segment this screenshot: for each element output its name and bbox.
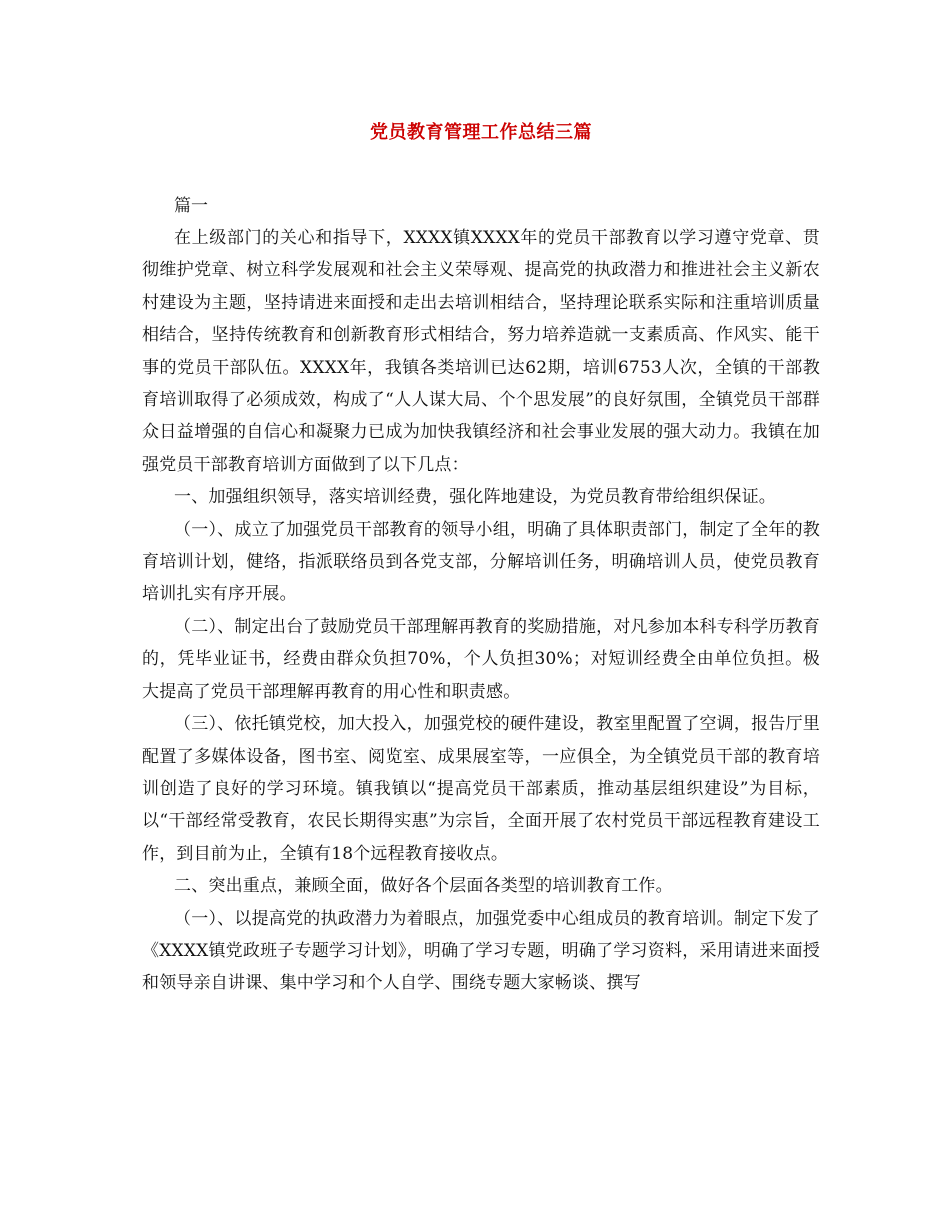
paragraph-1-2: （二）、制定出台了鼓励党员干部理解再教育的奖励措施，对凡参加本科专科学历教育的，凭毕业证书，经费由群众负担70%，个人负担30%；对短训经费全由单位负担。极大提高了党员干部理解再教育的用心性和职责感。 [142, 616, 820, 702]
paragraph-1-3: （三）、依托镇党校，加大投入，加强党校的硬件建设，教室里配置了空调，报告厅里配置了多媒体设备，图书室、阅览室、成果展室等，一应俱全，为全镇党员干部的教育培训创造了良好的学习环境。镇我镇以“提高党员干部素质，推动基层组织建设”为目标，以“干部经常受教育，农民长期得实惠”为宗旨，全面开展了农村党员干部远程教育建设工作，到目前为止，全镇有18个远程教育接收点。 [142, 714, 820, 864]
document-title: 党员教育管理工作总结三篇 [370, 122, 592, 143]
section-label: 篇一 [174, 196, 208, 216]
paragraph-1-1: （一）、成立了加强党员干部教育的领导小组，明确了具体职责部门，制定了全年的教育培训计划，健络，指派联络员到各党支部，分解培训任务，明确培训人员，使党员教育培训扎实有序开展。 [142, 519, 820, 605]
paragraph-intro: 在上级部门的关心和指导下，XXXX镇XXXX年的党员干部教育以学习遵守党章、贯彻维护党章、树立科学发展观和社会主义荣辱观、提高党的执政潜力和推进社会主义新农村建设为主题，坚持请进来面授和走出去培训相结合，坚持理论联系实际和注重培训质量相结合，坚持传统教育和创新教育形式相结合，努力培养造就一支素质高、作风实、能干事的党员干部队伍。XXXX年，我镇各类培训已达62期，培训6753人次，全镇的干部教育培训取得了必须成效，构成了“人人谋大局、个个思发展”的良好氛围，全镇党员干部群众日益增强的自信心和凝聚力已成为加快我镇经济和社会事业发展的强大动力。我镇在加强党员干部教育培训方面做到了以下几点： [142, 228, 820, 475]
paragraph-heading-2: 二、突出重点，兼顾全面，做好各个层面各类型的培训教育工作。 [174, 876, 673, 897]
paragraph-2-1: （一）、以提高党的执政潜力为着眼点，加强党委中心组成员的教育培训。制定下发了《XXXX镇党政班子专题学习计划》，明确了学习专题，明确了学习资料，采用请进来面授和领导亲自讲课、集中学习和个人自学、围绕专题大家畅谈、撰写 [142, 908, 820, 994]
paragraph-heading-1: 一、加强组织领导，落实培训经费，强化阵地建设，为党员教育带给组织保证。 [174, 487, 776, 508]
